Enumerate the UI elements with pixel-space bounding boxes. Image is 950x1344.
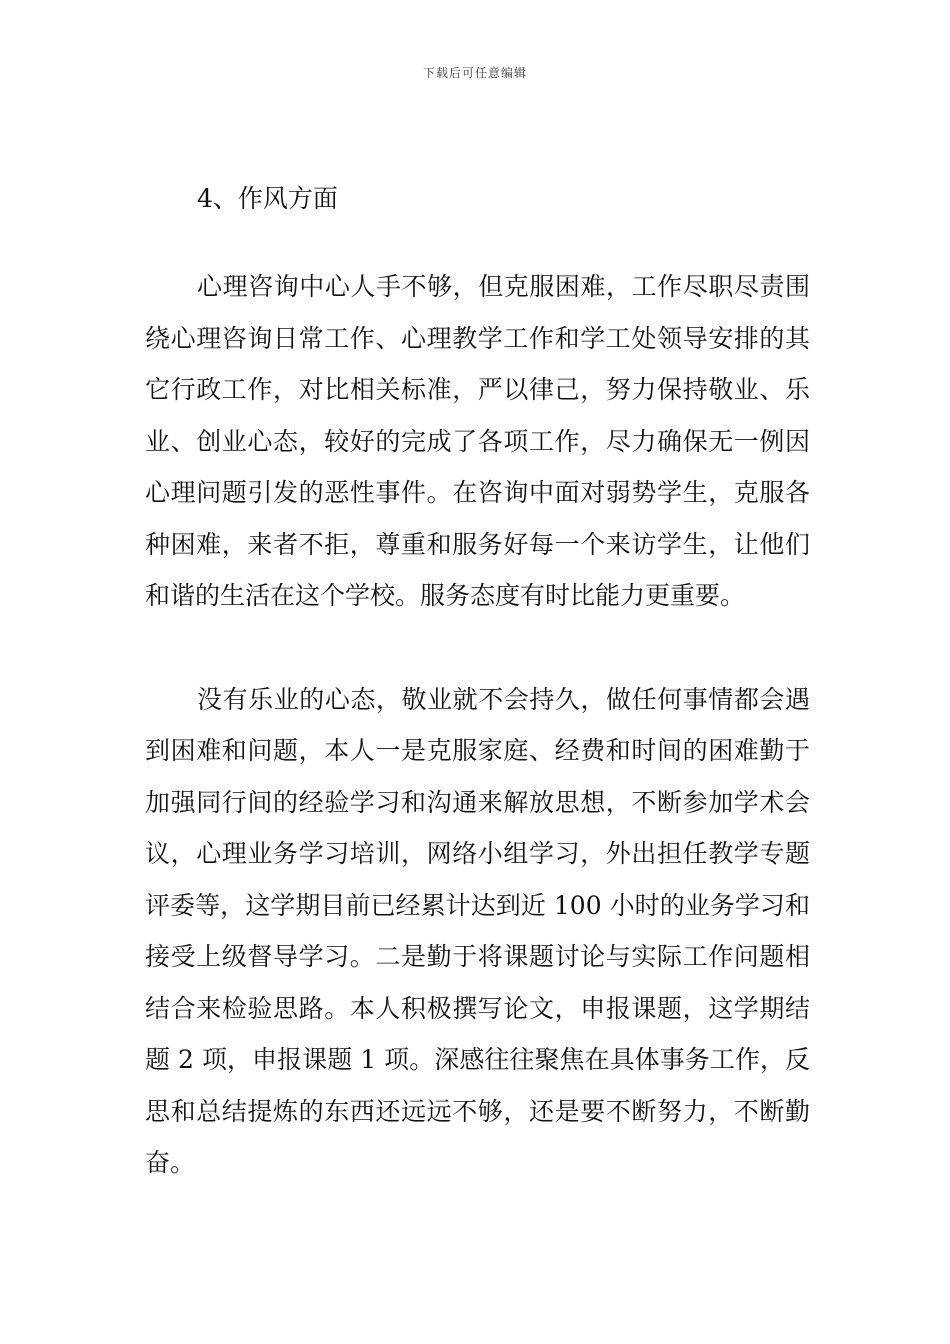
section-heading: 4、作风方面: [197, 184, 338, 213]
document-body: [145, 180, 810, 1189]
paragraph-1: 心理咨询中心人手不够，但克服困难，工作尽职尽责围绕心理咨询日常工作、心理教学工作和学工处领导安排的其它行政工作，对比相关标准，严以律己，努力保持敬业、乐业、创业心态，较好的完成了各项工作，尽力确保无一例因心理问题引发的恶性事件。在咨询中面对弱势学生，克服各种困难，来者不拒，尊重和服务好每一个来访学生，让他们和谐的生活在这个学校。服务态度有时比能力更重要。: [145, 272, 810, 610]
page-header-note: 下载后可任意编辑: [422, 66, 527, 80]
paragraph-2: 没有乐业的心态，敬业就不会持久，做任何事情都会遇到困难和问题，本人一是克服家庭、经费和时间的困难勤于加强同行间的经验学习和沟通来解放思想，不断参加学术会议，心理业务学习培训，网络小组学习，外出担任教学专题评委等，这学期目前已经累计达到近 100 小时的业务学习和接受上级督导学习。二是勤于将课题讨论与实际工作问题相结合来检验思路。本人积极撰写论文，申报课题，这学期结题 2 项，申报课题 1 项。深感往往聚焦在具体事务工作，反思和总结提炼的东西还远远不够，还是要不断努力，不断勤奋。: [145, 684, 810, 1177]
